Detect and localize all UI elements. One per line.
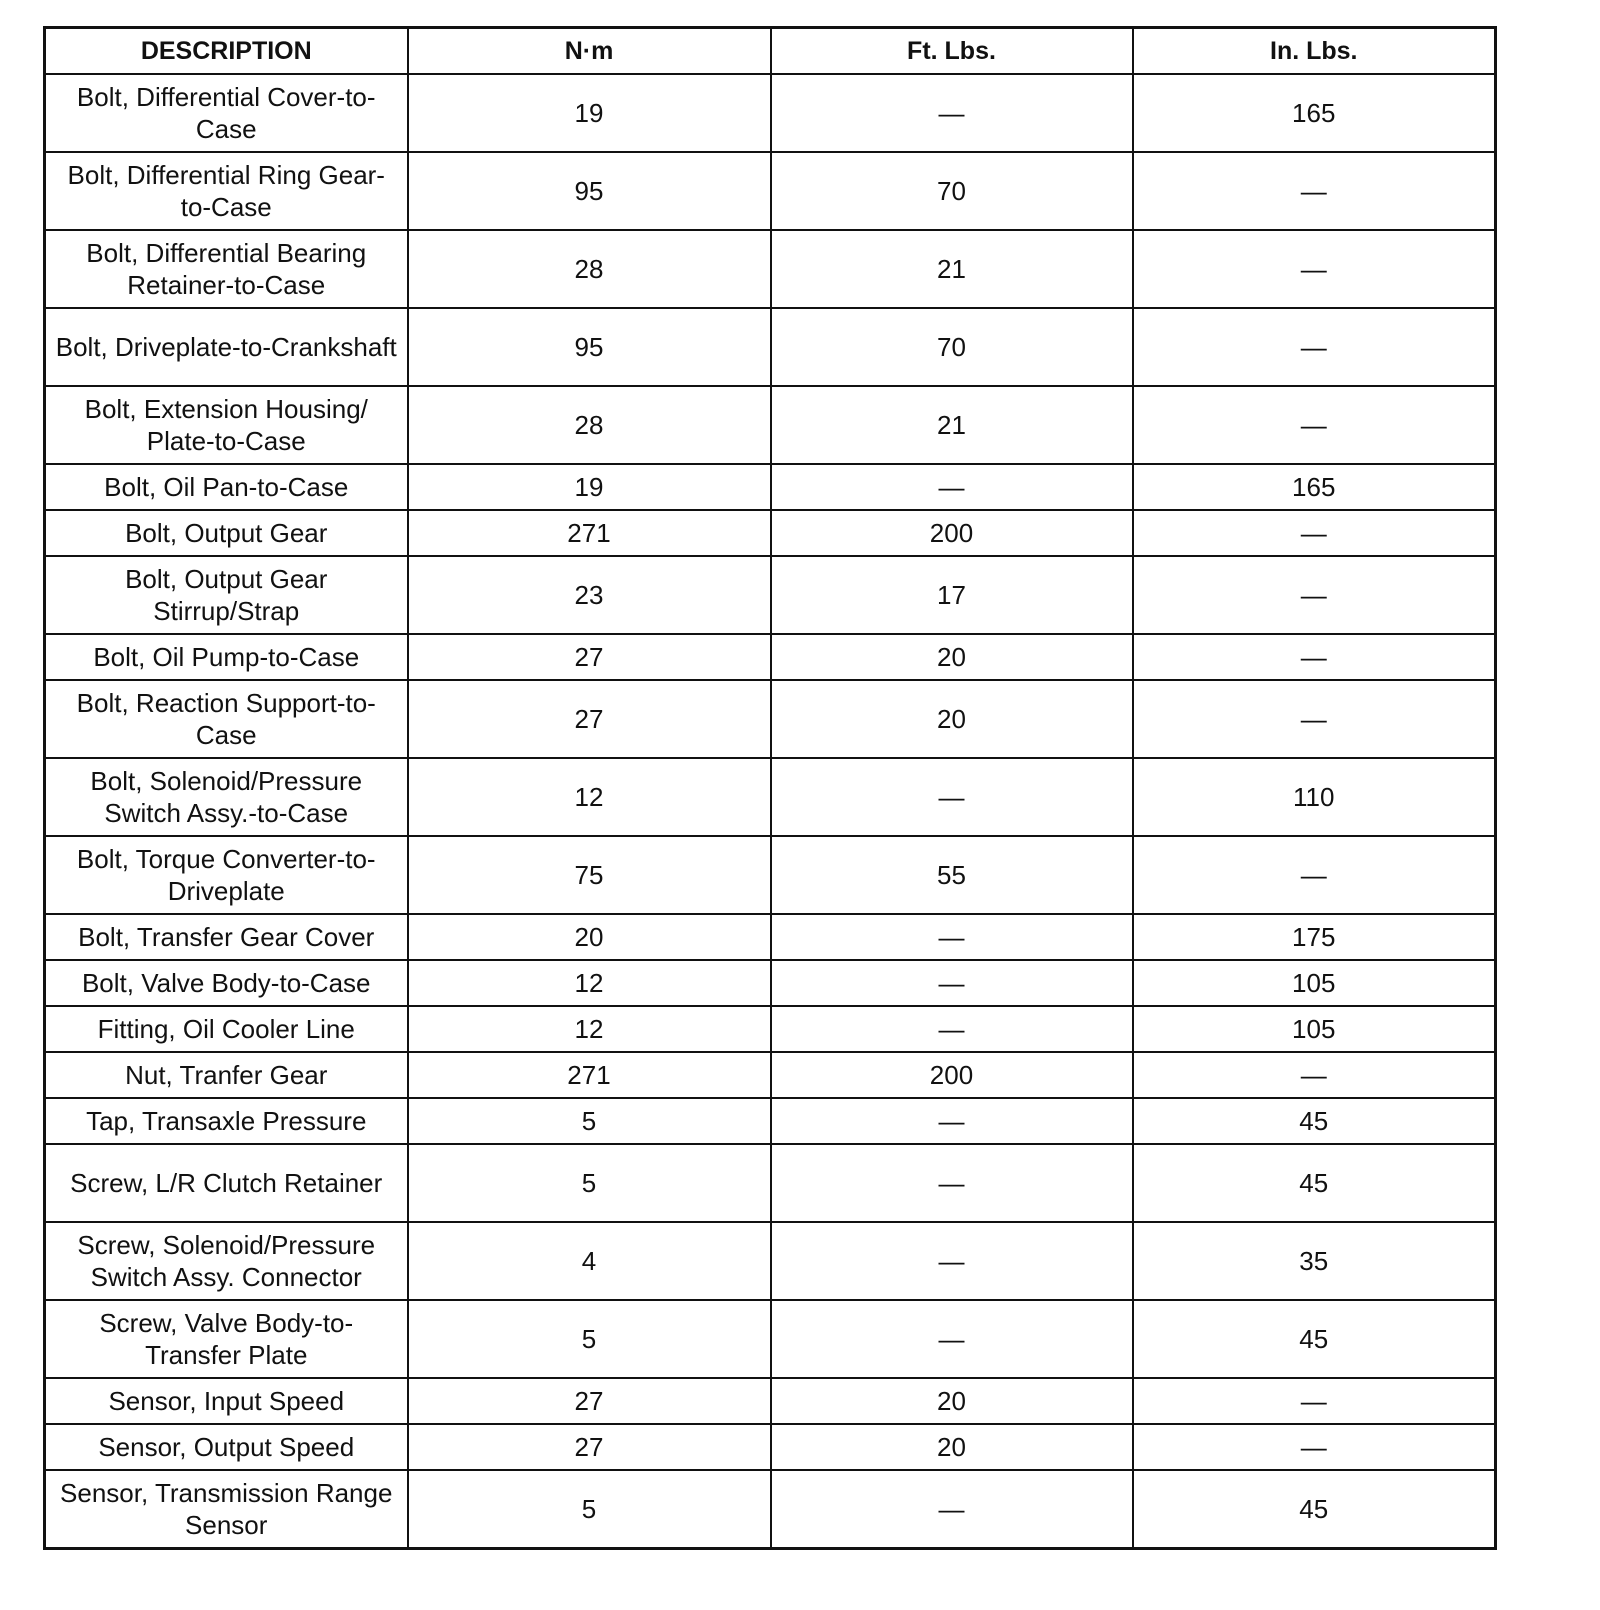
cell-inch-pounds: 45 — [1133, 1470, 1496, 1549]
cell-newton-meters: 271 — [408, 510, 771, 556]
table-row — [45, 1300, 1496, 1378]
cell-description: Bolt, Output Gear — [45, 510, 408, 556]
cell-newton-meters: 5 — [408, 1300, 771, 1378]
cell-newton-meters: 95 — [408, 152, 771, 230]
table-row — [45, 634, 1496, 680]
cell-newton-meters: 27 — [408, 680, 771, 758]
cell-description: Bolt, Oil Pump-to-Case — [45, 634, 408, 680]
table-row — [45, 1470, 1496, 1549]
cell-description: Bolt, Oil Pan-to-Case — [45, 464, 408, 510]
header-foot-pounds: Ft. Lbs. — [771, 28, 1133, 75]
cell-foot-pounds: — — [771, 1222, 1133, 1300]
cell-foot-pounds: — — [771, 464, 1133, 510]
cell-inch-pounds: 110 — [1133, 758, 1496, 836]
cell-inch-pounds: — — [1133, 308, 1496, 386]
cell-inch-pounds: 165 — [1133, 464, 1496, 510]
cell-foot-pounds: — — [771, 74, 1133, 152]
cell-foot-pounds: — — [771, 914, 1133, 960]
cell-description: Bolt, Valve Body-to-Case — [45, 960, 408, 1006]
cell-description: Bolt, Solenoid/Pressure Switch Assy.-to-Case — [45, 758, 408, 836]
cell-newton-meters: 12 — [408, 1006, 771, 1052]
cell-description: Bolt, Driveplate-to-Crankshaft — [45, 308, 408, 386]
cell-foot-pounds: — — [771, 1300, 1133, 1378]
cell-description: Sensor, Output Speed — [45, 1424, 408, 1470]
cell-newton-meters: 5 — [408, 1098, 771, 1144]
cell-newton-meters: 19 — [408, 464, 771, 510]
table-row — [45, 836, 1496, 914]
cell-inch-pounds: 45 — [1133, 1098, 1496, 1144]
cell-foot-pounds: — — [771, 1006, 1133, 1052]
cell-newton-meters: 23 — [408, 556, 771, 634]
table-row — [45, 1424, 1496, 1470]
cell-description: Sensor, Transmission Range Sensor — [45, 1470, 408, 1549]
cell-foot-pounds: 20 — [771, 680, 1133, 758]
cell-description: Screw, L/R Clutch Retainer — [45, 1144, 408, 1222]
cell-inch-pounds: — — [1133, 1378, 1496, 1424]
cell-inch-pounds: — — [1133, 634, 1496, 680]
cell-inch-pounds: 105 — [1133, 1006, 1496, 1052]
cell-description: Screw, Solenoid/Pressure Switch Assy. Connector — [45, 1222, 408, 1300]
cell-foot-pounds: — — [771, 1098, 1133, 1144]
cell-inch-pounds: — — [1133, 1424, 1496, 1470]
cell-description: Tap, Transaxle Pressure — [45, 1098, 408, 1144]
table-row — [45, 464, 1496, 510]
table-row — [45, 1098, 1496, 1144]
table-row — [45, 510, 1496, 556]
table-row — [45, 1222, 1496, 1300]
table-row — [45, 152, 1496, 230]
cell-inch-pounds: — — [1133, 230, 1496, 308]
table-row — [45, 914, 1496, 960]
cell-foot-pounds: 20 — [771, 634, 1133, 680]
cell-foot-pounds: 200 — [771, 1052, 1133, 1098]
cell-foot-pounds: 17 — [771, 556, 1133, 634]
table-row — [45, 1144, 1496, 1222]
cell-inch-pounds: — — [1133, 836, 1496, 914]
table-row — [45, 1378, 1496, 1424]
header-inch-pounds: In. Lbs. — [1133, 28, 1496, 75]
table-header-row — [45, 28, 1496, 75]
cell-description: Screw, Valve Body-to-Transfer Plate — [45, 1300, 408, 1378]
table-row — [45, 1052, 1496, 1098]
table-row — [45, 230, 1496, 308]
cell-inch-pounds: — — [1133, 680, 1496, 758]
table-row — [45, 308, 1496, 386]
cell-newton-meters: 12 — [408, 960, 771, 1006]
header-newton-meters: N·m — [408, 28, 771, 75]
cell-newton-meters: 75 — [408, 836, 771, 914]
cell-inch-pounds: — — [1133, 1052, 1496, 1098]
cell-description: Bolt, Reaction Support-to-Case — [45, 680, 408, 758]
cell-newton-meters: 27 — [408, 634, 771, 680]
cell-inch-pounds: 175 — [1133, 914, 1496, 960]
cell-description: Bolt, Extension Housing/ Plate-to-Case — [45, 386, 408, 464]
cell-foot-pounds: 200 — [771, 510, 1133, 556]
cell-inch-pounds: 45 — [1133, 1300, 1496, 1378]
cell-foot-pounds: 55 — [771, 836, 1133, 914]
table-row — [45, 386, 1496, 464]
cell-newton-meters: 4 — [408, 1222, 771, 1300]
cell-foot-pounds: — — [771, 1470, 1133, 1549]
cell-newton-meters: 12 — [408, 758, 771, 836]
table-row — [45, 1006, 1496, 1052]
table-row — [45, 680, 1496, 758]
cell-foot-pounds: — — [771, 1144, 1133, 1222]
cell-inch-pounds: 105 — [1133, 960, 1496, 1006]
cell-inch-pounds: 45 — [1133, 1144, 1496, 1222]
cell-foot-pounds: 21 — [771, 386, 1133, 464]
cell-description: Bolt, Transfer Gear Cover — [45, 914, 408, 960]
cell-newton-meters: 27 — [408, 1424, 771, 1470]
cell-description: Sensor, Input Speed — [45, 1378, 408, 1424]
torque-spec-table — [43, 26, 1497, 1550]
cell-newton-meters: 271 — [408, 1052, 771, 1098]
cell-foot-pounds: 70 — [771, 152, 1133, 230]
cell-foot-pounds: 20 — [771, 1424, 1133, 1470]
header-description: DESCRIPTION — [45, 28, 408, 75]
cell-inch-pounds: 35 — [1133, 1222, 1496, 1300]
cell-foot-pounds: — — [771, 960, 1133, 1006]
cell-inch-pounds: — — [1133, 556, 1496, 634]
table-row — [45, 758, 1496, 836]
cell-newton-meters: 20 — [408, 914, 771, 960]
table-row — [45, 556, 1496, 634]
cell-newton-meters: 19 — [408, 74, 771, 152]
cell-inch-pounds: — — [1133, 510, 1496, 556]
table-row — [45, 960, 1496, 1006]
cell-description: Bolt, Differential Cover-to-Case — [45, 74, 408, 152]
cell-inch-pounds: — — [1133, 152, 1496, 230]
cell-description: Bolt, Differential Ring Gear-to-Case — [45, 152, 408, 230]
cell-foot-pounds: 20 — [771, 1378, 1133, 1424]
table-row — [45, 74, 1496, 152]
cell-description: Nut, Tranfer Gear — [45, 1052, 408, 1098]
cell-inch-pounds: 165 — [1133, 74, 1496, 152]
cell-description: Fitting, Oil Cooler Line — [45, 1006, 408, 1052]
table-body — [45, 74, 1496, 1549]
cell-newton-meters: 5 — [408, 1144, 771, 1222]
cell-foot-pounds: 21 — [771, 230, 1133, 308]
cell-foot-pounds: — — [771, 758, 1133, 836]
cell-newton-meters: 28 — [408, 230, 771, 308]
cell-newton-meters: 95 — [408, 308, 771, 386]
cell-foot-pounds: 70 — [771, 308, 1133, 386]
cell-newton-meters: 5 — [408, 1470, 771, 1549]
cell-description: Bolt, Output Gear Stirrup/Strap — [45, 556, 408, 634]
cell-description: Bolt, Torque Converter-to-Driveplate — [45, 836, 408, 914]
cell-inch-pounds: — — [1133, 386, 1496, 464]
cell-newton-meters: 27 — [408, 1378, 771, 1424]
cell-description: Bolt, Differential Bearing Retainer-to-Case — [45, 230, 408, 308]
cell-newton-meters: 28 — [408, 386, 771, 464]
